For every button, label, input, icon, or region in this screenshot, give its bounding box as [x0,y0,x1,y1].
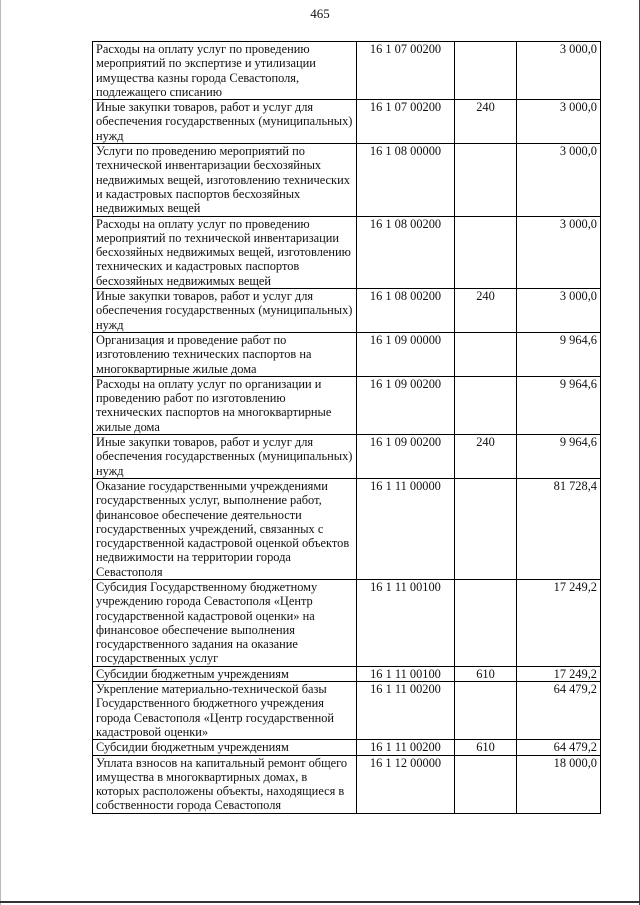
expense-name-cell: Субсидии бюджетным учреждениям [93,666,357,681]
expense-type-cell [455,376,517,434]
expense-type-cell: 240 [455,100,517,144]
expense-name-cell: Организация и проведение работ по изготовлению технических паспортов на многоквартирные жилые дома [93,332,357,376]
expense-type-cell [455,478,517,579]
table-row [93,478,601,579]
target-code-cell: 16 1 08 00200 [357,216,455,288]
expense-type-cell [455,755,517,813]
amount-cell: 9 964,6 [517,332,601,376]
expense-name-cell: Иные закупки товаров, работ и услуг для обеспечения государственных (муниципальных) нужд [93,289,357,333]
expense-type-cell: 240 [455,289,517,333]
table-row [93,216,601,288]
table-row [93,289,601,333]
amount-cell: 9 964,6 [517,435,601,479]
amount-cell: 64 479,2 [517,682,601,740]
amount-cell: 17 249,2 [517,666,601,681]
table-row [93,755,601,813]
expense-name-cell: Иные закупки товаров, работ и услуг для обеспечения государственных (муниципальных) нужд [93,435,357,479]
page-number: 465 [310,6,330,21]
target-code-cell: 16 1 11 00100 [357,666,455,681]
expense-type-cell: 610 [455,666,517,681]
amount-cell: 3 000,0 [517,216,601,288]
table-row [93,740,601,755]
amount-cell: 18 000,0 [517,755,601,813]
table-row [93,579,601,666]
amount-cell: 3 000,0 [517,42,601,100]
expense-name-cell: Расходы на оплату услуг по проведению мероприятий по технической инвентаризации бесхозяйных недвижимых вещей, изготовлению технических и кадастровых паспортов бесхозяйных недвижимых вещей [93,216,357,288]
table-row [93,42,601,100]
expense-name-cell: Субсидия Государственному бюджетному учреждению города Севастополя «Центр государственной кадастровой оценки» на финансовое обеспечение выполнения государственного задания на оказание государственных услуг [93,579,357,666]
expense-type-cell [455,144,517,216]
target-code-cell: 16 1 11 00200 [357,682,455,740]
amount-cell: 9 964,6 [517,376,601,434]
expense-name-cell: Расходы на оплату услуг по проведению мероприятий по экспертизе и утилизации имущества казны города Севастополя, подлежащего списанию [93,42,357,100]
expense-name-cell: Иные закупки товаров, работ и услуг для обеспечения государственных (муниципальных) нужд [93,100,357,144]
target-code-cell: 16 1 11 00000 [357,478,455,579]
expense-name-cell: Субсидии бюджетным учреждениям [93,740,357,755]
amount-cell: 3 000,0 [517,144,601,216]
expense-name-cell: Уплата взносов на капитальный ремонт общего имущества в многоквартирных домах, в которых расположены объекты, находящиеся в собственности города Севастополя [93,755,357,813]
amount-cell: 81 728,4 [517,478,601,579]
expense-name-cell: Оказание государственными учреждениями государственных услуг, выполнение работ, финансовое обеспечение деятельности государственных учреждений, связанных с государственной кадастровой оценкой объектов недвижимости на территории города Севастополя [93,478,357,579]
expense-type-cell [455,682,517,740]
expense-type-cell [455,579,517,666]
target-code-cell: 16 1 09 00200 [357,376,455,434]
budget-table [92,41,601,814]
target-code-cell: 16 1 08 00200 [357,289,455,333]
target-code-cell: 16 1 09 00200 [357,435,455,479]
target-code-cell: 16 1 11 00200 [357,740,455,755]
table-row [93,435,601,479]
amount-cell: 17 249,2 [517,579,601,666]
target-code-cell: 16 1 09 00000 [357,332,455,376]
expense-type-cell [455,42,517,100]
expense-type-cell: 240 [455,435,517,479]
target-code-cell: 16 1 12 00000 [357,755,455,813]
target-code-cell: 16 1 07 00200 [357,42,455,100]
table-row [93,100,601,144]
expense-name-cell: Расходы на оплату услуг по организации и проведению работ по изготовлению технических паспортов на многоквартирные жилые дома [93,376,357,434]
table-row [93,682,601,740]
scan-edge-bottom [0,901,640,903]
table-row [93,332,601,376]
amount-cell: 64 479,2 [517,740,601,755]
amount-cell: 3 000,0 [517,100,601,144]
table-row [93,144,601,216]
target-code-cell: 16 1 11 00100 [357,579,455,666]
target-code-cell: 16 1 07 00200 [357,100,455,144]
scan-edge-left [0,0,1,905]
expense-name-cell: Услуги по проведению мероприятий по технической инвентаризации бесхозяйных недвижимых вещей, изготовлению технических и кадастровых паспортов бесхозяйных недвижимых вещей [93,144,357,216]
amount-cell: 3 000,0 [517,289,601,333]
expense-type-cell [455,216,517,288]
expense-name-cell: Укрепление материально-технической базы Государственного бюджетного учреждения города Севастополя «Центр государственной кадастровой оценки» [93,682,357,740]
expense-type-cell: 610 [455,740,517,755]
budget-table-body [93,42,601,814]
expense-type-cell [455,332,517,376]
table-row [93,666,601,681]
table-row [93,376,601,434]
target-code-cell: 16 1 08 00000 [357,144,455,216]
